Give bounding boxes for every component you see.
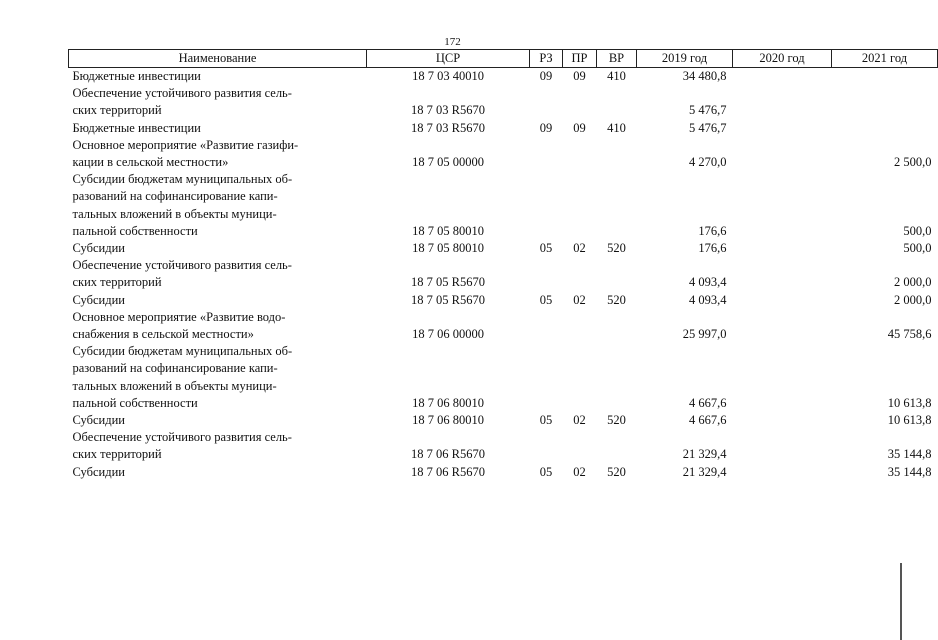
cell-csr: 18 7 05 80010 xyxy=(412,241,484,256)
name-line: Субсидии бюджетам муниципальных об- xyxy=(72,172,293,187)
cell-2021: 10 613,8 xyxy=(887,413,932,428)
cell-csr: 18 7 03 R5670 xyxy=(411,103,485,118)
cell-vr xyxy=(597,343,637,412)
cell-rz xyxy=(530,85,563,119)
name-line: ских территорий xyxy=(72,103,162,118)
cell-name xyxy=(69,292,367,309)
cell-2020 xyxy=(733,240,832,257)
cell-2019: 4 667,6 xyxy=(689,413,727,428)
cell-csr: 18 7 03 40010 xyxy=(412,69,484,83)
cell-pr: 02 xyxy=(573,464,586,479)
header-2019: 2019 год xyxy=(637,50,733,68)
cell-2019: 4 093,4 xyxy=(689,275,727,290)
cell-2021: 45 758,6 xyxy=(887,327,932,342)
cell-2021: 35 144,8 xyxy=(887,464,932,479)
cell-csr: 18 7 06 00000 xyxy=(412,327,484,342)
table-row xyxy=(69,68,938,86)
cell-pr xyxy=(563,257,597,291)
cell-name xyxy=(69,257,367,291)
cell-2019: 4 270,0 xyxy=(689,155,727,170)
cell-2021: 10 613,8 xyxy=(887,395,932,410)
name-line: ских территорий xyxy=(72,447,162,462)
page-number: 172 xyxy=(444,36,461,48)
table-row xyxy=(69,343,938,412)
cell-rz xyxy=(530,171,563,240)
cell-pr xyxy=(563,171,597,240)
cell-2021: 500,0 xyxy=(903,223,932,238)
cell-vr: 520 xyxy=(607,464,626,479)
name-line: Субсидии xyxy=(72,292,125,307)
header-row xyxy=(69,50,938,68)
cell-rz xyxy=(530,309,563,343)
cell-2020 xyxy=(733,171,832,240)
cell-csr: 18 7 06 R5670 xyxy=(411,464,485,479)
table-row xyxy=(69,137,938,171)
cell-name xyxy=(69,240,367,257)
cell-2020 xyxy=(733,257,832,291)
cell-csr: 18 7 05 80010 xyxy=(412,223,484,238)
cell-csr: 18 7 05 R5670 xyxy=(411,275,485,290)
cell-2021: 2 000,0 xyxy=(894,292,932,307)
name-line: Субсидии xyxy=(72,464,125,479)
table-row xyxy=(69,257,938,291)
cell-rz xyxy=(530,257,563,291)
cell-2020 xyxy=(733,343,832,412)
cell-name xyxy=(69,429,367,463)
cell-2021: 500,0 xyxy=(903,241,932,256)
cell-rz: 05 xyxy=(539,413,553,428)
cell-2020 xyxy=(733,464,832,481)
cell-2021: 2 000,0 xyxy=(894,275,932,290)
cell-rz: 05 xyxy=(539,292,553,307)
cell-2021 xyxy=(832,85,938,119)
cell-name xyxy=(69,309,367,343)
name-line: Субсидии бюджетам муниципальных об- xyxy=(72,344,293,359)
cell-pr xyxy=(563,429,597,463)
cell-vr xyxy=(597,85,637,119)
cell-vr: 410 xyxy=(607,120,626,135)
cell-vr xyxy=(597,257,637,291)
name-line: пальной собственности xyxy=(72,223,198,238)
name-line: тальных вложений в объекты муници- xyxy=(72,206,277,221)
cell-2019: 21 329,4 xyxy=(682,464,727,479)
table-row xyxy=(69,171,938,240)
cell-2020 xyxy=(733,68,832,86)
cell-pr: 09 xyxy=(573,120,586,135)
cell-vr xyxy=(597,309,637,343)
table-row xyxy=(69,240,938,257)
table-row xyxy=(69,309,938,343)
cell-2020 xyxy=(733,309,832,343)
name-line: разований на софинансирование капи- xyxy=(72,361,278,376)
cell-2020 xyxy=(733,120,832,137)
cell-pr xyxy=(563,343,597,412)
cell-2021: 2 500,0 xyxy=(894,155,932,170)
name-line: Обеспечение устойчивого развития сель- xyxy=(72,258,292,273)
cell-2019: 176,6 xyxy=(698,223,727,238)
cell-csr: 18 7 05 00000 xyxy=(412,155,484,170)
name-line: кации в сельской местности» xyxy=(72,155,229,170)
name-line: Бюджетные инвестиции xyxy=(72,69,201,83)
cell-2021 xyxy=(832,68,938,86)
cell-vr: 410 xyxy=(607,69,626,83)
table-row xyxy=(69,292,938,309)
table-row xyxy=(69,120,938,137)
cell-2019: 176,6 xyxy=(698,241,727,256)
scan-edge-mark xyxy=(900,563,902,640)
header-csr: ЦСР xyxy=(367,50,530,68)
cell-2019: 21 329,4 xyxy=(682,447,727,462)
name-line: снабжения в сельской местности» xyxy=(72,327,254,342)
cell-pr: 02 xyxy=(573,241,586,256)
cell-name xyxy=(69,464,367,481)
cell-2021 xyxy=(832,120,938,137)
name-line: Субсидии xyxy=(72,413,125,428)
cell-vr xyxy=(597,429,637,463)
cell-2020 xyxy=(733,85,832,119)
cell-csr: 18 7 06 80010 xyxy=(412,413,484,428)
cell-2019: 34 480,8 xyxy=(682,69,727,83)
name-line: Обеспечение устойчивого развития сель- xyxy=(72,430,292,445)
cell-name xyxy=(69,137,367,171)
cell-pr xyxy=(563,309,597,343)
cell-pr xyxy=(563,85,597,119)
table-row xyxy=(69,429,938,463)
cell-rz: 05 xyxy=(539,464,553,479)
cell-pr: 09 xyxy=(573,69,586,83)
cell-vr: 520 xyxy=(607,413,626,428)
cell-pr: 02 xyxy=(573,292,586,307)
cell-vr: 520 xyxy=(607,292,626,307)
cell-name xyxy=(69,343,367,412)
cell-rz: 09 xyxy=(539,120,553,135)
cell-2021: 35 144,8 xyxy=(887,447,932,462)
cell-rz: 05 xyxy=(539,241,553,256)
name-line: ских территорий xyxy=(72,275,162,290)
cell-2019: 4 093,4 xyxy=(689,292,727,307)
header-rz: РЗ xyxy=(530,50,563,68)
cell-pr xyxy=(563,137,597,171)
cell-2020 xyxy=(733,137,832,171)
cell-vr: 520 xyxy=(607,241,626,256)
cell-name xyxy=(69,68,367,86)
cell-2020 xyxy=(733,412,832,429)
name-line: Основное мероприятие «Развитие водо- xyxy=(72,309,286,324)
table-row xyxy=(69,85,938,119)
name-line: разований на софинансирование капи- xyxy=(72,189,278,204)
cell-rz: 09 xyxy=(539,69,553,83)
cell-2019: 5 476,7 xyxy=(689,103,727,118)
table-row xyxy=(69,412,938,429)
name-line: Обеспечение устойчивого развития сель- xyxy=(72,86,292,101)
cell-2019: 4 667,6 xyxy=(689,395,727,410)
budget-table xyxy=(68,49,938,481)
name-line: Основное мероприятие «Развитие газифи- xyxy=(72,137,299,152)
cell-2020 xyxy=(733,429,832,463)
header-2020: 2020 год xyxy=(733,50,832,68)
cell-name xyxy=(69,412,367,429)
header-name: Наименование xyxy=(69,50,367,68)
cell-vr xyxy=(597,137,637,171)
header-2021: 2021 год xyxy=(832,50,938,68)
cell-2019: 25 997,0 xyxy=(682,327,727,342)
header-pr: ПР xyxy=(563,50,597,68)
cell-csr: 18 7 05 R5670 xyxy=(411,292,485,307)
name-line: Бюджетные инвестиции xyxy=(72,120,201,135)
table-body xyxy=(69,68,938,481)
cell-csr: 18 7 06 80010 xyxy=(412,395,484,410)
table-header xyxy=(69,50,938,68)
cell-pr: 02 xyxy=(573,413,586,428)
name-line: тальных вложений в объекты муници- xyxy=(72,378,277,393)
header-vr: ВР xyxy=(597,50,637,68)
cell-rz xyxy=(530,137,563,171)
cell-name xyxy=(69,120,367,137)
cell-rz xyxy=(530,343,563,412)
cell-name xyxy=(69,171,367,240)
budget-table-container xyxy=(68,49,932,481)
cell-2019: 5 476,7 xyxy=(689,120,727,135)
name-line: Субсидии xyxy=(72,241,125,256)
cell-rz xyxy=(530,429,563,463)
cell-2020 xyxy=(733,292,832,309)
table-row xyxy=(69,464,938,481)
cell-name xyxy=(69,85,367,119)
cell-csr: 18 7 03 R5670 xyxy=(411,120,485,135)
name-line: пальной собственности xyxy=(72,395,198,410)
cell-vr xyxy=(597,171,637,240)
cell-csr: 18 7 06 R5670 xyxy=(411,447,485,462)
